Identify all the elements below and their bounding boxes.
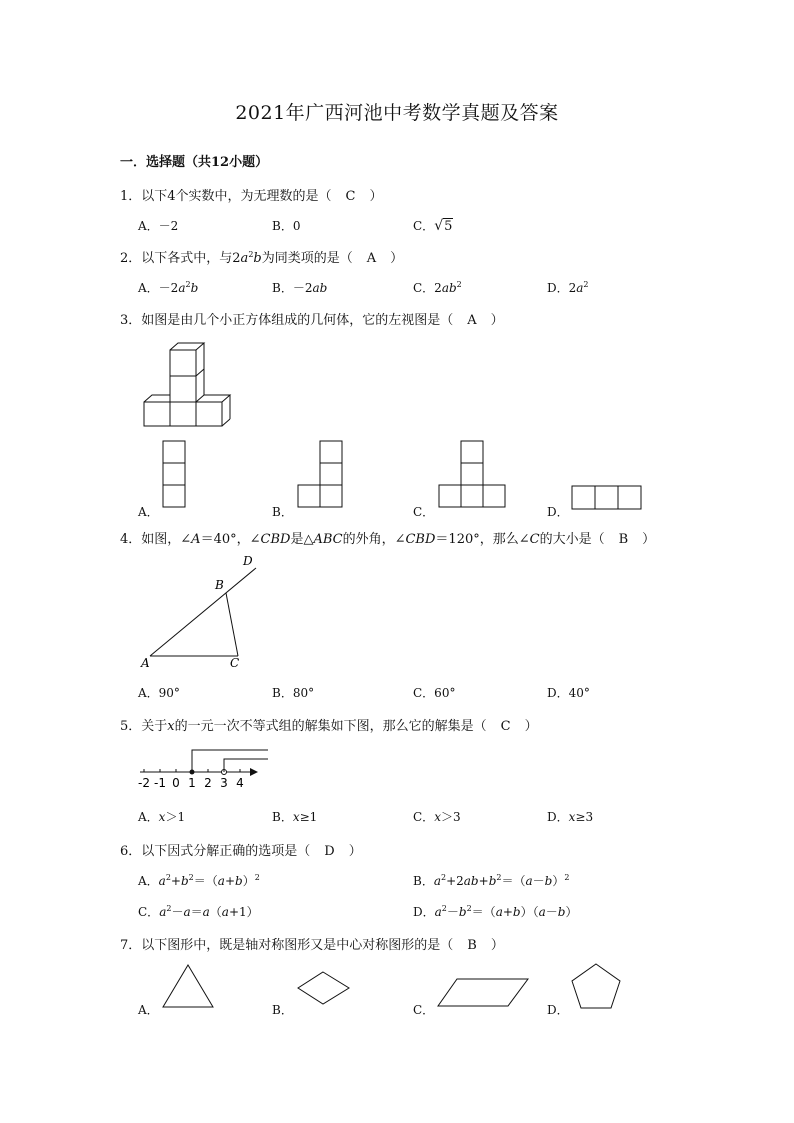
point-a-label: A: [141, 656, 150, 670]
q2-option-b: B．－2ab: [272, 281, 328, 295]
q5-option-a: A．x＞1: [138, 810, 186, 824]
section-heading: 一．选择题（共12小题）: [120, 155, 269, 170]
number-line-tick-label: -2: [138, 776, 150, 790]
q5-option-c: C．x＞3: [413, 810, 461, 824]
q7-option-d-label: D．: [547, 1003, 569, 1017]
parallelogram-shape: [437, 977, 531, 1009]
q1-option-a: A．－2: [138, 219, 179, 233]
number-line-tick-label: 3: [220, 776, 228, 790]
triangle-figure: [138, 552, 268, 672]
q3-option-c-figure: [438, 440, 508, 510]
question-1: 1．以下4个实数中，为无理数的是（ C ）: [120, 189, 383, 204]
sqrt-radicand: 5: [444, 219, 453, 234]
q3-option-a-figure: [163, 440, 187, 510]
question-2: 2．以下各式中，与$2a^2b$为同类项的是（ A ）: [120, 250, 404, 266]
question-5-answer: C: [500, 719, 511, 734]
number-line-tick-label: 0: [172, 776, 180, 790]
q5-option-b: B．x≥1: [272, 810, 318, 824]
q1-option-b: B．0: [272, 219, 301, 233]
q3-option-b-figure: [297, 440, 345, 510]
q3-option-d-figure: [571, 485, 643, 511]
question-6-answer: D: [324, 844, 335, 859]
sqrt-symbol: √: [434, 218, 444, 234]
q6-option-a: A．$a^2+b^2=(a+b)^2$: [138, 873, 260, 888]
q3-option-d-label: D．: [547, 505, 569, 519]
question-5: 5．关于x的一元一次不等式组的解集如下图，那么它的解集是（ C ）: [120, 719, 538, 734]
q7-option-a-label: A．: [138, 1003, 159, 1017]
number-line-tick-label: 1: [188, 776, 196, 790]
q4-option-b: B．80°: [272, 686, 315, 700]
q6-option-c: C．$a^2-a=a(a+1)$: [138, 904, 259, 919]
cube-solid-figure: [140, 340, 240, 430]
question-1-answer: C: [345, 189, 356, 204]
q3-option-c-label: C．: [413, 505, 435, 519]
q3-option-b-label: B．: [272, 505, 293, 519]
question-4-answer: B: [618, 532, 629, 547]
q5-option-d: D．x≥3: [547, 810, 594, 824]
question-7: 7．以下图形中，既是轴对称图形又是中心对称图形的是（ B ）: [120, 938, 504, 953]
question-6: 6．以下因式分解正确的选项是（ D ）: [120, 844, 362, 859]
pentagon-shape: [571, 962, 623, 1010]
q6-option-b: B．$a^2+2ab+b^2=(a-b)^2$: [413, 873, 570, 888]
number-line-tick-label: 2: [204, 776, 212, 790]
question-3-answer: A: [467, 313, 477, 328]
triangle-shape: [162, 963, 216, 1009]
question-1-stem: 1．以下4个实数中，为无理数的是（: [120, 189, 332, 204]
point-c-label: C: [230, 656, 240, 670]
number-line-tick-label: 4: [236, 776, 244, 790]
number-line-tick-label: -1: [154, 776, 166, 790]
question-7-answer: B: [467, 938, 477, 953]
question-2-answer: A: [366, 251, 377, 266]
q3-option-a-label: A．: [138, 505, 159, 519]
question-4: 4．如图，∠A＝40°，∠CBD是△ABC的外角，∠CBD＝120°，那么∠C的大小是（ B ）: [120, 532, 656, 547]
q7-option-b-label: B．: [272, 1003, 293, 1017]
number-line-figure: [138, 745, 278, 795]
q2-option-a: A．$-2a^2b$: [138, 280, 199, 295]
q4-option-c: C．60°: [413, 686, 456, 700]
q2-option-c: C．$2ab^2$: [413, 280, 462, 295]
point-b-label: B: [215, 578, 224, 592]
q4-option-a: A．90°: [138, 686, 180, 700]
question-3: 3．如图是由几个小正方体组成的几何体，它的左视图是（ A ）: [120, 313, 504, 328]
q4-option-d: D．40°: [547, 686, 590, 700]
q2-option-d: D．$2a^2$: [547, 280, 589, 295]
rhombus-shape: [296, 970, 352, 1006]
page-title: 2021年广西河池中考数学真题及答案: [235, 102, 559, 124]
q7-option-c-label: C．: [413, 1003, 435, 1017]
q1-option-c: C．√5: [413, 218, 453, 234]
q6-option-d: D．$a^2-b^2=(a+b)(a-b)$: [413, 904, 578, 919]
point-d-label: D: [243, 554, 253, 568]
